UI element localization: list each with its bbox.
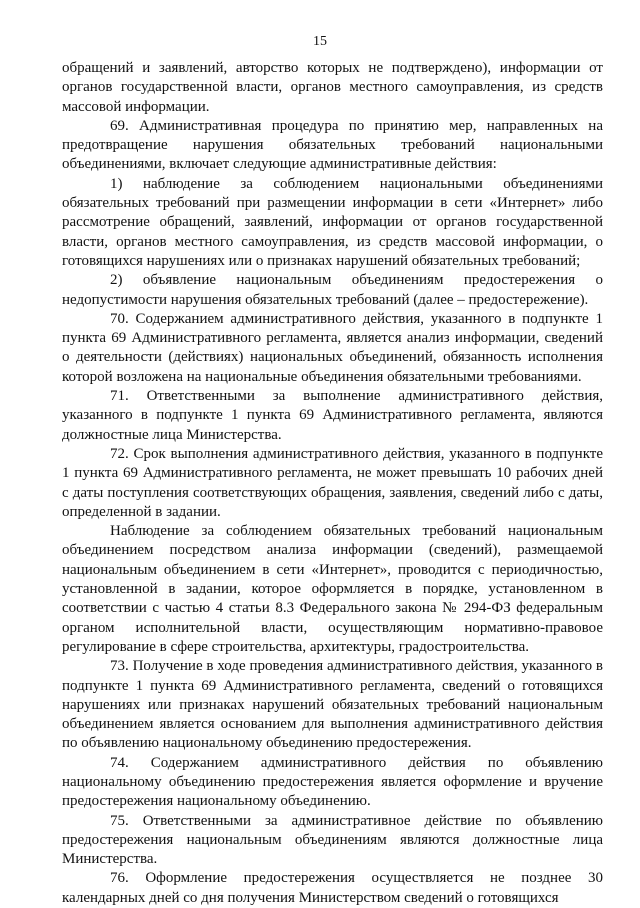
paragraph-69-item-2: 2) объявление национальным объединениям предостережения о недопустимости нарушения обязательных требований (далее – предостережение). (62, 272, 603, 308)
paragraph-69-item-1: 1) наблюдение за соблюдением национальными объединениями обязательных требований при размещении информации в сети «Интернет» либо рассмотрение обращений, заявлений, информации от органов государственной власти, органов местного самоуправления, из средств массовой информации, о готовящихся нарушениях или о признаках нарушений обязательных требований; (62, 175, 603, 269)
paragraph-73: 73. Получение в ходе проведения административного действия, указанного в подпункте 1 пункта 69 Административного регламента, сведений о готовящихся нарушениях или признаках нарушений обязательных требований национальным объединением является основанием для выполнения административного действия по объявлению национальному объединению предостережения. (62, 658, 603, 752)
paragraph-76: 76. Оформление предостережения осуществляется не позднее 30 календарных дней со дня получения Министерством сведений о готовящихся (62, 870, 603, 906)
paragraph-continuation: обращений и заявлений, авторство которых не подтверждено), информации от органов государственной власти, органов местного самоуправления, из средств массовой информации. (62, 60, 603, 115)
page-number: 15 (313, 34, 327, 49)
paragraph-71: 71. Ответственными за выполнение административного действия, указанного в подпункте 1 пункта 69 Административного регламента, являются должностные лица Министерства. (62, 388, 603, 443)
paragraph-74: 74. Содержанием административного действия по объявлению национальному объединению предостережения является оформление и вручение предостережения национальному объединению. (62, 754, 603, 810)
paragraph-75: 75. Ответственными за административное действие по объявлению предостережения национальным объединениям являются должностные лица Министерства. (62, 812, 603, 868)
paragraph-69: 69. Административная процедура по принятию мер, направленных на предотвращение нарушения обязательных требований национальными объединениями, включает следующие административные действия: (62, 117, 603, 173)
paragraph-72: 72. Срок выполнения административного действия, указанного в подпункте 1 пункта 69 Административного регламента, не может превышать 10 рабочих дней с даты поступления соответствующих обращения, заявления, сведений либо с даты, определенной в задании. (62, 445, 603, 520)
document-body (62, 59, 603, 908)
paragraph-70: 70. Содержанием административного действия, указанного в подпункте 1 пункта 69 Административного регламента, является анализ информации, сведений о деятельности (действиях) национальных объединений, обязанность исполнения которой возложена на национальные объединения обязательными требованиями. (62, 310, 603, 385)
paragraph-72-observation: Наблюдение за соблюдением обязательных требований национальным объединением посредством анализа информации (сведений), размещаемой национальным объединением в сети «Интернет», проводится с периодичностью, установленной в задании, которое оформляется в порядке, установленном в соответствии с частью 4 статьи 8.3 Федерального закона № 294-ФЗ федеральным органом исполнительной власти, осуществляющим нормативно-правовое регулирование в сфере строительства, архитектуры, градостроительства. (62, 523, 603, 655)
